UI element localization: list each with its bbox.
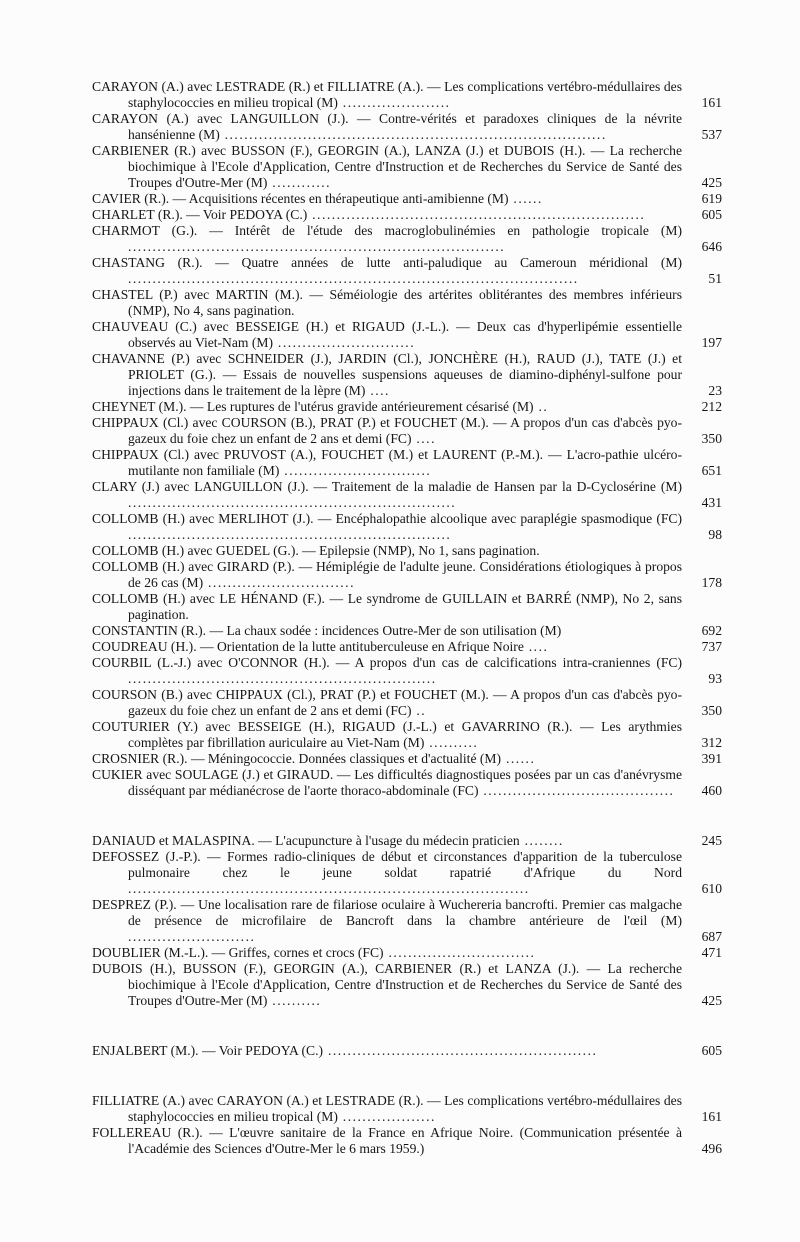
dot-leader: .................................................................. (128, 527, 452, 542)
entry-text: COLLOMB (H.) avec LE HÉNAND (F.). — Le syndrome de GUILLAIN et BARRÉ (NMP), No 2, sans pagination. (92, 591, 682, 622)
entry-text-block (92, 945, 682, 961)
page-number: 161 (701, 95, 722, 110)
entry-text: DOUBLIER (M.-L.). — Griffes, cornes et crocs (FC) (92, 945, 384, 960)
dot-leader: ................... (337, 1109, 436, 1124)
page-number: 605 (701, 1043, 722, 1058)
page-number: 537 (701, 127, 722, 142)
entry-text: CHARMOT (G.). — Intérêt de l'étude des macroglobulinémies en pathologie tropicale (M) (92, 223, 682, 238)
entry-text: CHARLET (R.). — Voir PEDOYA (C.) (92, 207, 308, 222)
index-entry (92, 223, 722, 255)
index-entry (92, 1043, 722, 1059)
page-number: 391 (701, 751, 722, 766)
entry-text-block (92, 849, 682, 897)
entry-text: COURSON (B.) avec CHIPPAUX (Cl.), PRAT (P.) et FOUCHET (M.). — A propos d'un cas d'abcès pyo-gazeux du foie chez un enfant de 2 ans et demi (FC) (92, 687, 682, 718)
entry-text: CHEYNET (M.). — Les ruptures de l'utérus gravide antérieurement césarisé (M) (92, 399, 534, 414)
entry-text-block (92, 687, 682, 719)
page-number: 98 (708, 527, 722, 542)
dot-leader: .......................... (128, 929, 256, 944)
dot-leader: .... (365, 383, 390, 398)
page-number: 460 (701, 783, 722, 798)
page-number: 425 (701, 175, 722, 190)
index-entry (92, 623, 722, 639)
section-spacer (92, 799, 722, 816)
dot-leader: ............................................................................................ (128, 271, 579, 286)
dot-leader: ................................................................... (128, 495, 457, 510)
index-entry (92, 111, 722, 143)
entry-text: DANIAUD et MALASPINA. — L'acupuncture à l'usage du médecin praticien (92, 833, 520, 848)
entry-text-block (92, 591, 682, 623)
entry-text-block (92, 751, 682, 767)
dot-leader: .......... (267, 993, 322, 1008)
page-number: 471 (701, 945, 722, 960)
section-spacer (92, 1076, 722, 1093)
entry-text-block (92, 207, 682, 223)
page-number: 350 (701, 703, 722, 718)
dot-leader: ........ (519, 833, 564, 848)
entry-text: CHASTEL (P.) avec MARTIN (M.). — Séméiologie des artérites oblitérantes des membres inférieurs (NMP), No 4, sans pagination. (92, 287, 682, 318)
entry-text: COLLOMB (H.) avec GUEDEL (G.). — Epilepsie (NMP), No 1, sans pagination. (92, 543, 540, 558)
page-number: 687 (701, 929, 722, 944)
entry-text-block (92, 511, 682, 543)
page-number: 692 (701, 623, 722, 638)
entry-text: CHAVANNE (P.) avec SCHNEIDER (J.), JARDIN (Cl.), JONCHÈRE (H.), RAUD (J.), TATE (J.) et PRIOLET (G.). — Essais de nouvelles suspensions aqueuses de diamino-diphényl-sulfone pour injections dans le traitement de la lèpre (M) (92, 351, 682, 398)
entry-text: CROSNIER (R.). — Méningococcie. Données classiques et d'actualité (M) (92, 751, 502, 766)
entry-text-block (92, 1125, 682, 1157)
entry-text-block (92, 351, 682, 399)
entry-text-block (92, 479, 682, 511)
entry-text: CHAUVEAU (C.) avec BESSEIGE (H.) et RIGAUD (J.-L.). — Deux cas d'hyperlipémie essentielle observés au Viet-Nam (M) (92, 319, 682, 350)
dot-leader: ...... (508, 191, 543, 206)
dot-leader: .............................. (203, 575, 355, 590)
index-entry (92, 351, 722, 399)
page-number: 605 (701, 207, 722, 222)
dot-leader: .............................. (383, 945, 536, 960)
entry-text-block (92, 897, 682, 945)
index-entry (92, 287, 722, 319)
page-number: 610 (701, 881, 722, 896)
page-number: 646 (701, 239, 722, 254)
entry-text: COUDREAU (H.). — Orientation de la lutte antituberculeuse en Afrique Noire (92, 639, 524, 654)
dot-leader: ....................................... (478, 783, 675, 798)
dot-leader: ...... (501, 751, 536, 766)
entry-text: DUBOIS (H.), BUSSON (F.), GEORGIN (A.), CARBIENER (R.) et LANZA (J.). — La recherche biochimique à l'Ecole d'Application, Centre d'Instruction et de Recherches du Service de Santé des Troupes d'Outre-Mer (M) (92, 961, 682, 1008)
entry-text-block (92, 623, 682, 639)
entry-text: CHIPPAUX (Cl.) avec COURSON (B.), PRAT (P.) et FOUCHET (M.). — A propos d'un cas d'abcès pyo-gazeux du foie chez un enfant de 2 ans et demi (FC) (92, 415, 682, 446)
index-entry (92, 655, 722, 687)
index-entry (92, 143, 722, 191)
entry-text: COUTURIER (Y.) avec BESSEIGE (H.), RIGAUD (J.-L.) et GAVARRINO (R.). — Les arythmies complètes par fibrillation auriculaire au Viet-Nam (M) (92, 719, 682, 750)
index-entry (92, 543, 722, 559)
dot-leader: .. (533, 399, 549, 414)
page-number: 651 (701, 463, 722, 478)
page-number: 197 (701, 335, 722, 350)
entry-text-block (92, 961, 682, 1009)
entry-text-block (92, 767, 682, 799)
entry-text: FOLLEREAU (R.). — L'œuvre sanitaire de la France en Afrique Noire. (Communication présentée à l'Académie des Sciences d'Outre-Mer le 6 mars 1959.) (92, 1125, 682, 1156)
index-entry (92, 687, 722, 719)
section-spacer (92, 1009, 722, 1026)
index-entry (92, 479, 722, 511)
entry-text: ENJALBERT (M.). — Voir PEDOYA (C.) (92, 1043, 324, 1058)
index-entry (92, 945, 722, 961)
entry-text: CARAYON (A.) avec LANGUILLON (J.). — Contre-vérités et paradoxes cliniques de la névrite hansénienne (M) (92, 111, 682, 142)
dot-leader: .................................................................... (307, 207, 646, 222)
dot-leader: .......... (424, 735, 479, 750)
entry-text-block (92, 79, 682, 111)
entry-text: CARAYON (A.) avec LESTRADE (R.) et FILLIATRE (A.). — Les complications vertébro-médullaires des staphylococcies en milieu tropical (M) (92, 79, 682, 110)
entry-text: COLLOMB (H.) avec MERLIHOT (J.). — Encéphalopathie alcoolique avec paraplégie spasmodique (FC) (92, 511, 682, 526)
section-spacer (92, 1026, 722, 1043)
entry-text-block (92, 143, 682, 191)
author-index-list (92, 79, 722, 1157)
page-number: 496 (701, 1141, 722, 1156)
entry-text-block (92, 559, 682, 591)
index-entry (92, 591, 722, 623)
index-entry (92, 255, 722, 287)
page-number: 431 (701, 495, 722, 510)
dot-leader: .............................................................................. (219, 127, 607, 142)
page-number: 312 (701, 735, 722, 750)
entry-text-block (92, 191, 682, 207)
dot-leader: ...................... (337, 95, 451, 110)
entry-text-block (92, 223, 682, 255)
entry-text: DEFOSSEZ (J.-P.). — Formes radio-cliniques de début et circonstances d'apparition de la tuberculose pulmonaire chez le jeune soldat rapatrié d'Afrique du Nord (92, 849, 682, 880)
entry-text: COURBIL (L.-J.) avec O'CONNOR (H.). — A propos d'un cas de calcifications intra-craniennes (FC) (92, 655, 682, 670)
entry-text-block (92, 399, 682, 415)
section-spacer (92, 816, 722, 833)
index-entry (92, 1093, 722, 1125)
dot-leader: .... (411, 431, 436, 446)
entry-text-block (92, 415, 682, 447)
dot-leader: .... (523, 639, 549, 654)
page-number: 212 (701, 399, 722, 414)
entry-text-block (92, 833, 682, 849)
index-entry (92, 961, 722, 1009)
index-entry (92, 767, 722, 799)
dot-leader: .. (411, 703, 427, 718)
entry-text-block (92, 287, 682, 319)
entry-text-block (92, 655, 682, 687)
page-number: 619 (701, 191, 722, 206)
dot-leader: .................................................................................. (128, 881, 530, 896)
entry-text: CUKIER avec SOULAGE (J.) et GIRAUD. — Les difficultés diagnostiques posées par un cas d'anévrysme disséquant par médianécrose de l'aorte thoraco-abdominale (FC) (92, 767, 682, 798)
dot-leader: .............................. (279, 463, 432, 478)
dot-leader: ............ (267, 175, 332, 190)
entry-text-block (92, 1043, 682, 1059)
entry-text: CHIPPAUX (Cl.) avec PRUVOST (A.), FOUCHET (M.) et LAURENT (P.-M.). — L'acro-pathie ulcéro-mutilante non familiale (M) (92, 447, 682, 478)
entry-text: FILLIATRE (A.) avec CARAYON (A.) et LESTRADE (R.). — Les complications vertébro-médullaires des staphylococcies en milieu tropical (M) (92, 1093, 682, 1124)
index-entry (92, 191, 722, 207)
page-number: 425 (701, 993, 722, 1008)
entry-text-block (92, 1093, 682, 1125)
page-number: 178 (701, 575, 722, 590)
dot-leader: ............................ (273, 335, 416, 350)
entry-text-block (92, 111, 682, 143)
page-number: 350 (701, 431, 722, 446)
entry-text: DESPREZ (P.). — Une localisation rare de filariose oculaire à Wuchereria bancrofti. Premier cas malgache de présence de microfilaire de Bancroft dans la chambre antérieure de l'œil (M) (92, 897, 682, 928)
entry-text: CAVIER (R.). — Acquisitions récentes en thérapeutique anti-amibienne (M) (92, 191, 509, 206)
index-entry (92, 319, 722, 351)
index-entry (92, 415, 722, 447)
dot-leader: ............................................................... (128, 671, 437, 686)
page-number: 245 (701, 833, 722, 848)
entry-text: CLARY (J.) avec LANGUILLON (J.). — Traitement de la maladie de Hansen par la D-Cyclosérine (M) (92, 479, 682, 494)
index-entry (92, 511, 722, 543)
index-entry (92, 639, 722, 655)
page-number: 23 (708, 383, 722, 398)
index-entry (92, 1125, 722, 1157)
entry-text: CHASTANG (R.). — Quatre années de lutte anti-paludique au Cameroun méridional (M) (92, 255, 682, 270)
index-entry (92, 79, 722, 111)
index-entry (92, 833, 722, 849)
index-entry (92, 719, 722, 751)
section-spacer (92, 1059, 722, 1076)
index-entry (92, 447, 722, 479)
index-entry (92, 207, 722, 223)
entry-text-block (92, 639, 682, 655)
index-entry (92, 751, 722, 767)
index-entry (92, 849, 722, 897)
entry-text-block (92, 255, 682, 287)
entry-text: CONSTANTIN (R.). — La chaux sodée : incidences Outre-Mer de son utilisation (M) (92, 623, 562, 638)
page-number: 161 (701, 1109, 722, 1124)
dot-leader: ............................................................................. (128, 239, 506, 254)
index-entry (92, 399, 722, 415)
index-entry (92, 559, 722, 591)
entry-text-block (92, 543, 682, 559)
page-number: 93 (708, 671, 722, 686)
entry-text-block (92, 719, 682, 751)
entry-text: COLLOMB (H.) avec GIRARD (P.). — Hémiplégie de l'adulte jeune. Considérations étiologiques à propos de 26 cas (M) (92, 559, 682, 590)
entry-text-block (92, 447, 682, 479)
entry-text: CARBIENER (R.) avec BUSSON (F.), GEORGIN (A.), LANZA (J.) et DUBOIS (H.). — La recherche biochimique à l'Ecole d'Application, Centre d'Instruction et de Recherches du Service de Santé des Troupes d'Outre-Mer (M) (92, 143, 682, 190)
page-number: 51 (708, 271, 722, 286)
entry-text-block (92, 319, 682, 351)
page-number: 737 (701, 639, 722, 654)
index-entry (92, 897, 722, 945)
dot-leader: ....................................................... (323, 1043, 598, 1058)
